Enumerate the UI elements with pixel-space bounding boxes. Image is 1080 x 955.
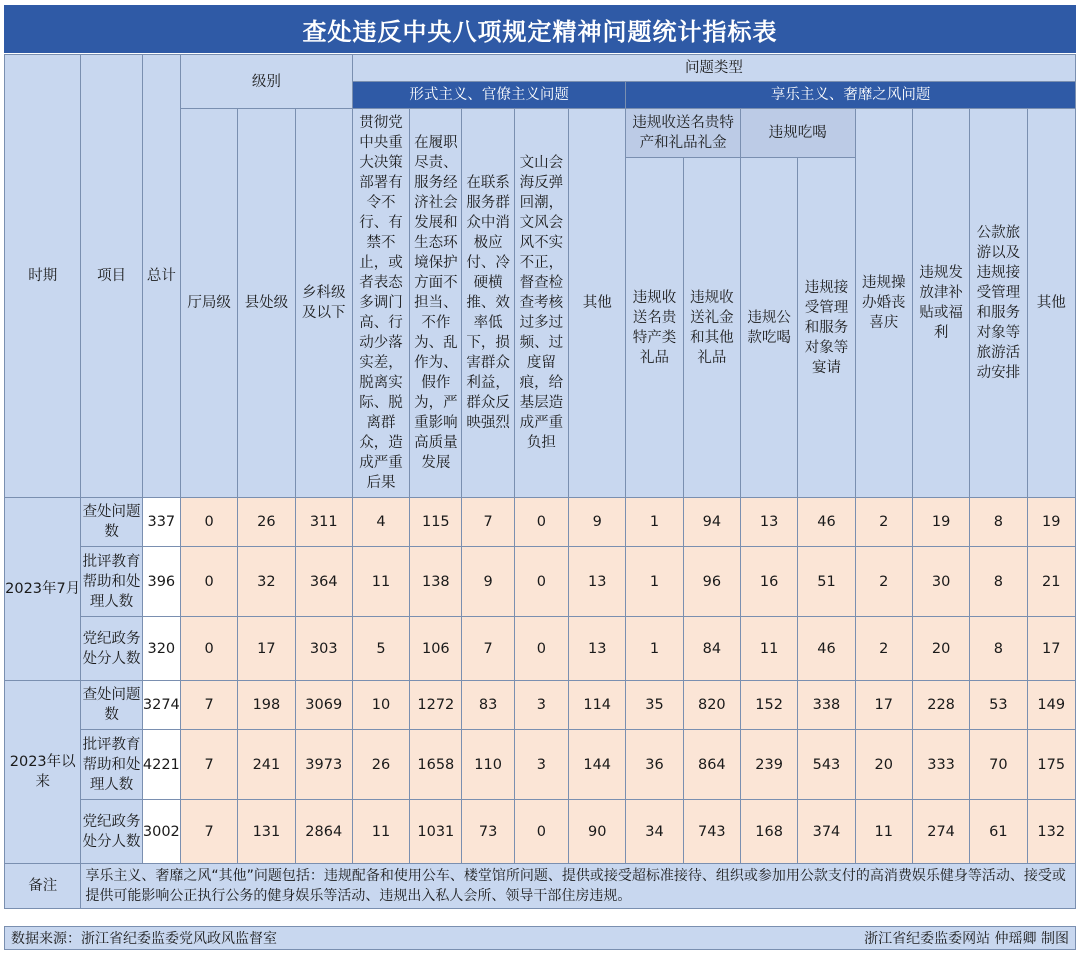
header-level: 级别 <box>180 55 352 109</box>
data-cell: 110 <box>462 730 514 800</box>
header-hedonism: 享乐主义、奢靡之风问题 <box>626 82 1076 109</box>
table-row <box>5 547 1076 617</box>
data-cell: 5 <box>352 617 409 681</box>
data-cell: 1272 <box>410 681 462 730</box>
data-cell: 17 <box>855 681 912 730</box>
table-row <box>5 800 1076 864</box>
data-cell: 34 <box>626 800 683 864</box>
header-problem-type: 问题类型 <box>352 55 1075 82</box>
data-cell: 303 <box>295 617 352 681</box>
note-label: 备注 <box>5 864 81 909</box>
header-level-xian: 县处级 <box>238 109 295 498</box>
data-cell: 132 <box>1027 800 1075 864</box>
data-cell: 19 <box>1027 498 1075 547</box>
row-item-label: 批评教育帮助和处理人数 <box>81 547 142 617</box>
data-cell: 30 <box>912 547 969 617</box>
data-cell: 338 <box>798 681 855 730</box>
data-cell: 21 <box>1027 547 1075 617</box>
data-cell: 374 <box>798 800 855 864</box>
data-cell: 53 <box>970 681 1027 730</box>
data-cell: 26 <box>238 498 295 547</box>
data-cell: 13 <box>740 498 797 547</box>
data-cell: 10 <box>352 681 409 730</box>
cell-total: 3002 <box>142 800 180 864</box>
header-hedonism-col-2: 违规发放津补贴或福利 <box>912 109 969 498</box>
row-item-label: 批评教育帮助和处理人数 <box>81 730 142 800</box>
cell-total: 320 <box>142 617 180 681</box>
data-cell: 106 <box>410 617 462 681</box>
row-item-label: 党纪政务处分人数 <box>81 800 142 864</box>
data-cell: 7 <box>462 498 514 547</box>
data-cell: 333 <box>912 730 969 800</box>
data-cell: 0 <box>180 547 237 617</box>
data-source: 数据来源：浙江省纪委监委党风政风监督室 <box>11 931 277 947</box>
header-formalism-other: 其他 <box>569 109 626 498</box>
table-row <box>5 498 1076 547</box>
header-period: 时期 <box>5 55 81 498</box>
header-formalism-col-2: 在履职尽责、服务经济社会发展和生态环境保护方面不担当、不作为、乱作为、假作为，严重影响高质量发展 <box>410 109 462 498</box>
row-item-label: 查处问题数 <box>81 498 142 547</box>
data-cell: 543 <box>798 730 855 800</box>
data-cell: 3 <box>514 681 568 730</box>
data-cell: 84 <box>683 617 740 681</box>
data-cell: 1 <box>626 617 683 681</box>
data-cell: 131 <box>238 800 295 864</box>
data-cell: 364 <box>295 547 352 617</box>
data-cell: 7 <box>180 730 237 800</box>
data-cell: 61 <box>970 800 1027 864</box>
table-row <box>5 617 1076 681</box>
data-cell: 73 <box>462 800 514 864</box>
data-cell: 35 <box>626 681 683 730</box>
data-cell: 239 <box>740 730 797 800</box>
data-cell: 20 <box>912 617 969 681</box>
data-cell: 743 <box>683 800 740 864</box>
data-cell: 96 <box>683 547 740 617</box>
data-cell: 51 <box>798 547 855 617</box>
header-formalism-col-3: 在联系服务群众中消极应付、冷硬横推、效率低下，损害群众利益，群众反映强烈 <box>462 109 514 498</box>
data-cell: 11 <box>352 547 409 617</box>
data-cell: 1 <box>626 498 683 547</box>
header-level-xiang: 乡科级及以下 <box>295 109 352 498</box>
data-cell: 2 <box>855 547 912 617</box>
data-cell: 1658 <box>410 730 462 800</box>
header-total: 总计 <box>142 55 180 498</box>
data-cell: 0 <box>514 498 568 547</box>
data-cell: 3 <box>514 730 568 800</box>
data-cell: 1 <box>626 547 683 617</box>
data-cell: 13 <box>569 617 626 681</box>
data-cell: 83 <box>462 681 514 730</box>
data-cell: 36 <box>626 730 683 800</box>
data-cell: 864 <box>683 730 740 800</box>
row-item-label: 党纪政务处分人数 <box>81 617 142 681</box>
data-cell: 4 <box>352 498 409 547</box>
header-hedonism-col-3: 公款旅游以及违规接受管理和服务对象等旅游活动安排 <box>970 109 1027 498</box>
data-cell: 274 <box>912 800 969 864</box>
data-cell: 3973 <box>295 730 352 800</box>
data-cell: 241 <box>238 730 295 800</box>
header-formalism-col-4: 文山会海反弹回潮，文风会风不实不正，督查检查考核过多过频、过度留痕，给基层造成严重负担 <box>514 109 568 498</box>
data-cell: 13 <box>569 547 626 617</box>
sheet-title: 查处违反中央八项规定精神问题统计指标表 <box>4 5 1076 53</box>
data-cell: 7 <box>180 800 237 864</box>
data-cell: 17 <box>238 617 295 681</box>
header-eat-col-1: 违规公款吃喝 <box>740 158 797 498</box>
data-cell: 0 <box>514 617 568 681</box>
footer-bar <box>4 926 1076 950</box>
data-cell: 8 <box>970 617 1027 681</box>
data-cell: 144 <box>569 730 626 800</box>
data-cell: 820 <box>683 681 740 730</box>
data-cell: 11 <box>740 617 797 681</box>
data-cell: 11 <box>352 800 409 864</box>
header-level-ting: 厅局级 <box>180 109 237 498</box>
header-formalism: 形式主义、官僚主义问题 <box>352 82 625 109</box>
table-row <box>5 681 1076 730</box>
data-body <box>5 498 1076 864</box>
cell-total: 3274 <box>142 681 180 730</box>
data-cell: 0 <box>514 800 568 864</box>
data-cell: 0 <box>180 617 237 681</box>
header-hedonism-other: 其他 <box>1027 109 1075 498</box>
data-cell: 46 <box>798 617 855 681</box>
cell-total: 337 <box>142 498 180 547</box>
cell-total: 4221 <box>142 730 180 800</box>
header-gift-col-1: 违规收送名贵特产类礼品 <box>626 158 683 498</box>
cell-total: 396 <box>142 547 180 617</box>
data-cell: 198 <box>238 681 295 730</box>
data-cell: 168 <box>740 800 797 864</box>
data-cell: 138 <box>410 547 462 617</box>
data-cell: 2 <box>855 498 912 547</box>
data-cell: 19 <box>912 498 969 547</box>
data-cell: 228 <box>912 681 969 730</box>
data-cell: 8 <box>970 498 1027 547</box>
data-cell: 11 <box>855 800 912 864</box>
data-cell: 7 <box>462 617 514 681</box>
data-cell: 175 <box>1027 730 1075 800</box>
data-cell: 17 <box>1027 617 1075 681</box>
data-cell: 2 <box>855 617 912 681</box>
credit: 浙江省纪委监委网站 仲瑶卿 制图 <box>864 931 1069 947</box>
data-cell: 152 <box>740 681 797 730</box>
data-cell: 0 <box>180 498 237 547</box>
table-row <box>5 730 1076 800</box>
header-gift-col-2: 违规收送礼金和其他礼品 <box>683 158 740 498</box>
data-cell: 70 <box>970 730 1027 800</box>
header-eat-col-2: 违规接受管理和服务对象等宴请 <box>798 158 855 498</box>
data-cell: 311 <box>295 498 352 547</box>
data-cell: 94 <box>683 498 740 547</box>
header-formalism-col-1: 贯彻党中央重大决策部署有令不行、有禁不止，或者表态多调门高、行动少落实差，脱离实际、脱离群众，造成严重后果 <box>352 109 409 498</box>
period-label: 2023年以来 <box>5 681 81 864</box>
data-cell: 9 <box>462 547 514 617</box>
stats-table <box>4 54 1076 909</box>
data-cell: 90 <box>569 800 626 864</box>
row-item-label: 查处问题数 <box>81 681 142 730</box>
note-text: 享乐主义、奢靡之风“其他”问题包括：违规配备和使用公车、楼堂馆所问题、提供或接受超标准接待、组织或参加用公款支付的高消费娱乐健身等活动、接受或提供可能影响公正执行公务的健身娱乐等活动、违规出入私人会所、领导干部住房违规。 <box>81 864 1076 909</box>
data-cell: 2864 <box>295 800 352 864</box>
data-cell: 26 <box>352 730 409 800</box>
data-cell: 149 <box>1027 681 1075 730</box>
data-cell: 0 <box>514 547 568 617</box>
period-label: 2023年7月 <box>5 498 81 681</box>
data-cell: 32 <box>238 547 295 617</box>
data-cell: 46 <box>798 498 855 547</box>
data-cell: 115 <box>410 498 462 547</box>
data-cell: 7 <box>180 681 237 730</box>
data-cell: 9 <box>569 498 626 547</box>
data-cell: 20 <box>855 730 912 800</box>
header-hedonism-col-1: 违规操办婚丧喜庆 <box>855 109 912 498</box>
data-cell: 3069 <box>295 681 352 730</box>
data-cell: 1031 <box>410 800 462 864</box>
data-cell: 8 <box>970 547 1027 617</box>
data-cell: 16 <box>740 547 797 617</box>
header-gift-group: 违规收送名贵特产和礼品礼金 <box>626 109 741 158</box>
header-eat-group: 违规吃喝 <box>740 109 855 158</box>
header-item: 项目 <box>81 55 142 498</box>
data-cell: 114 <box>569 681 626 730</box>
